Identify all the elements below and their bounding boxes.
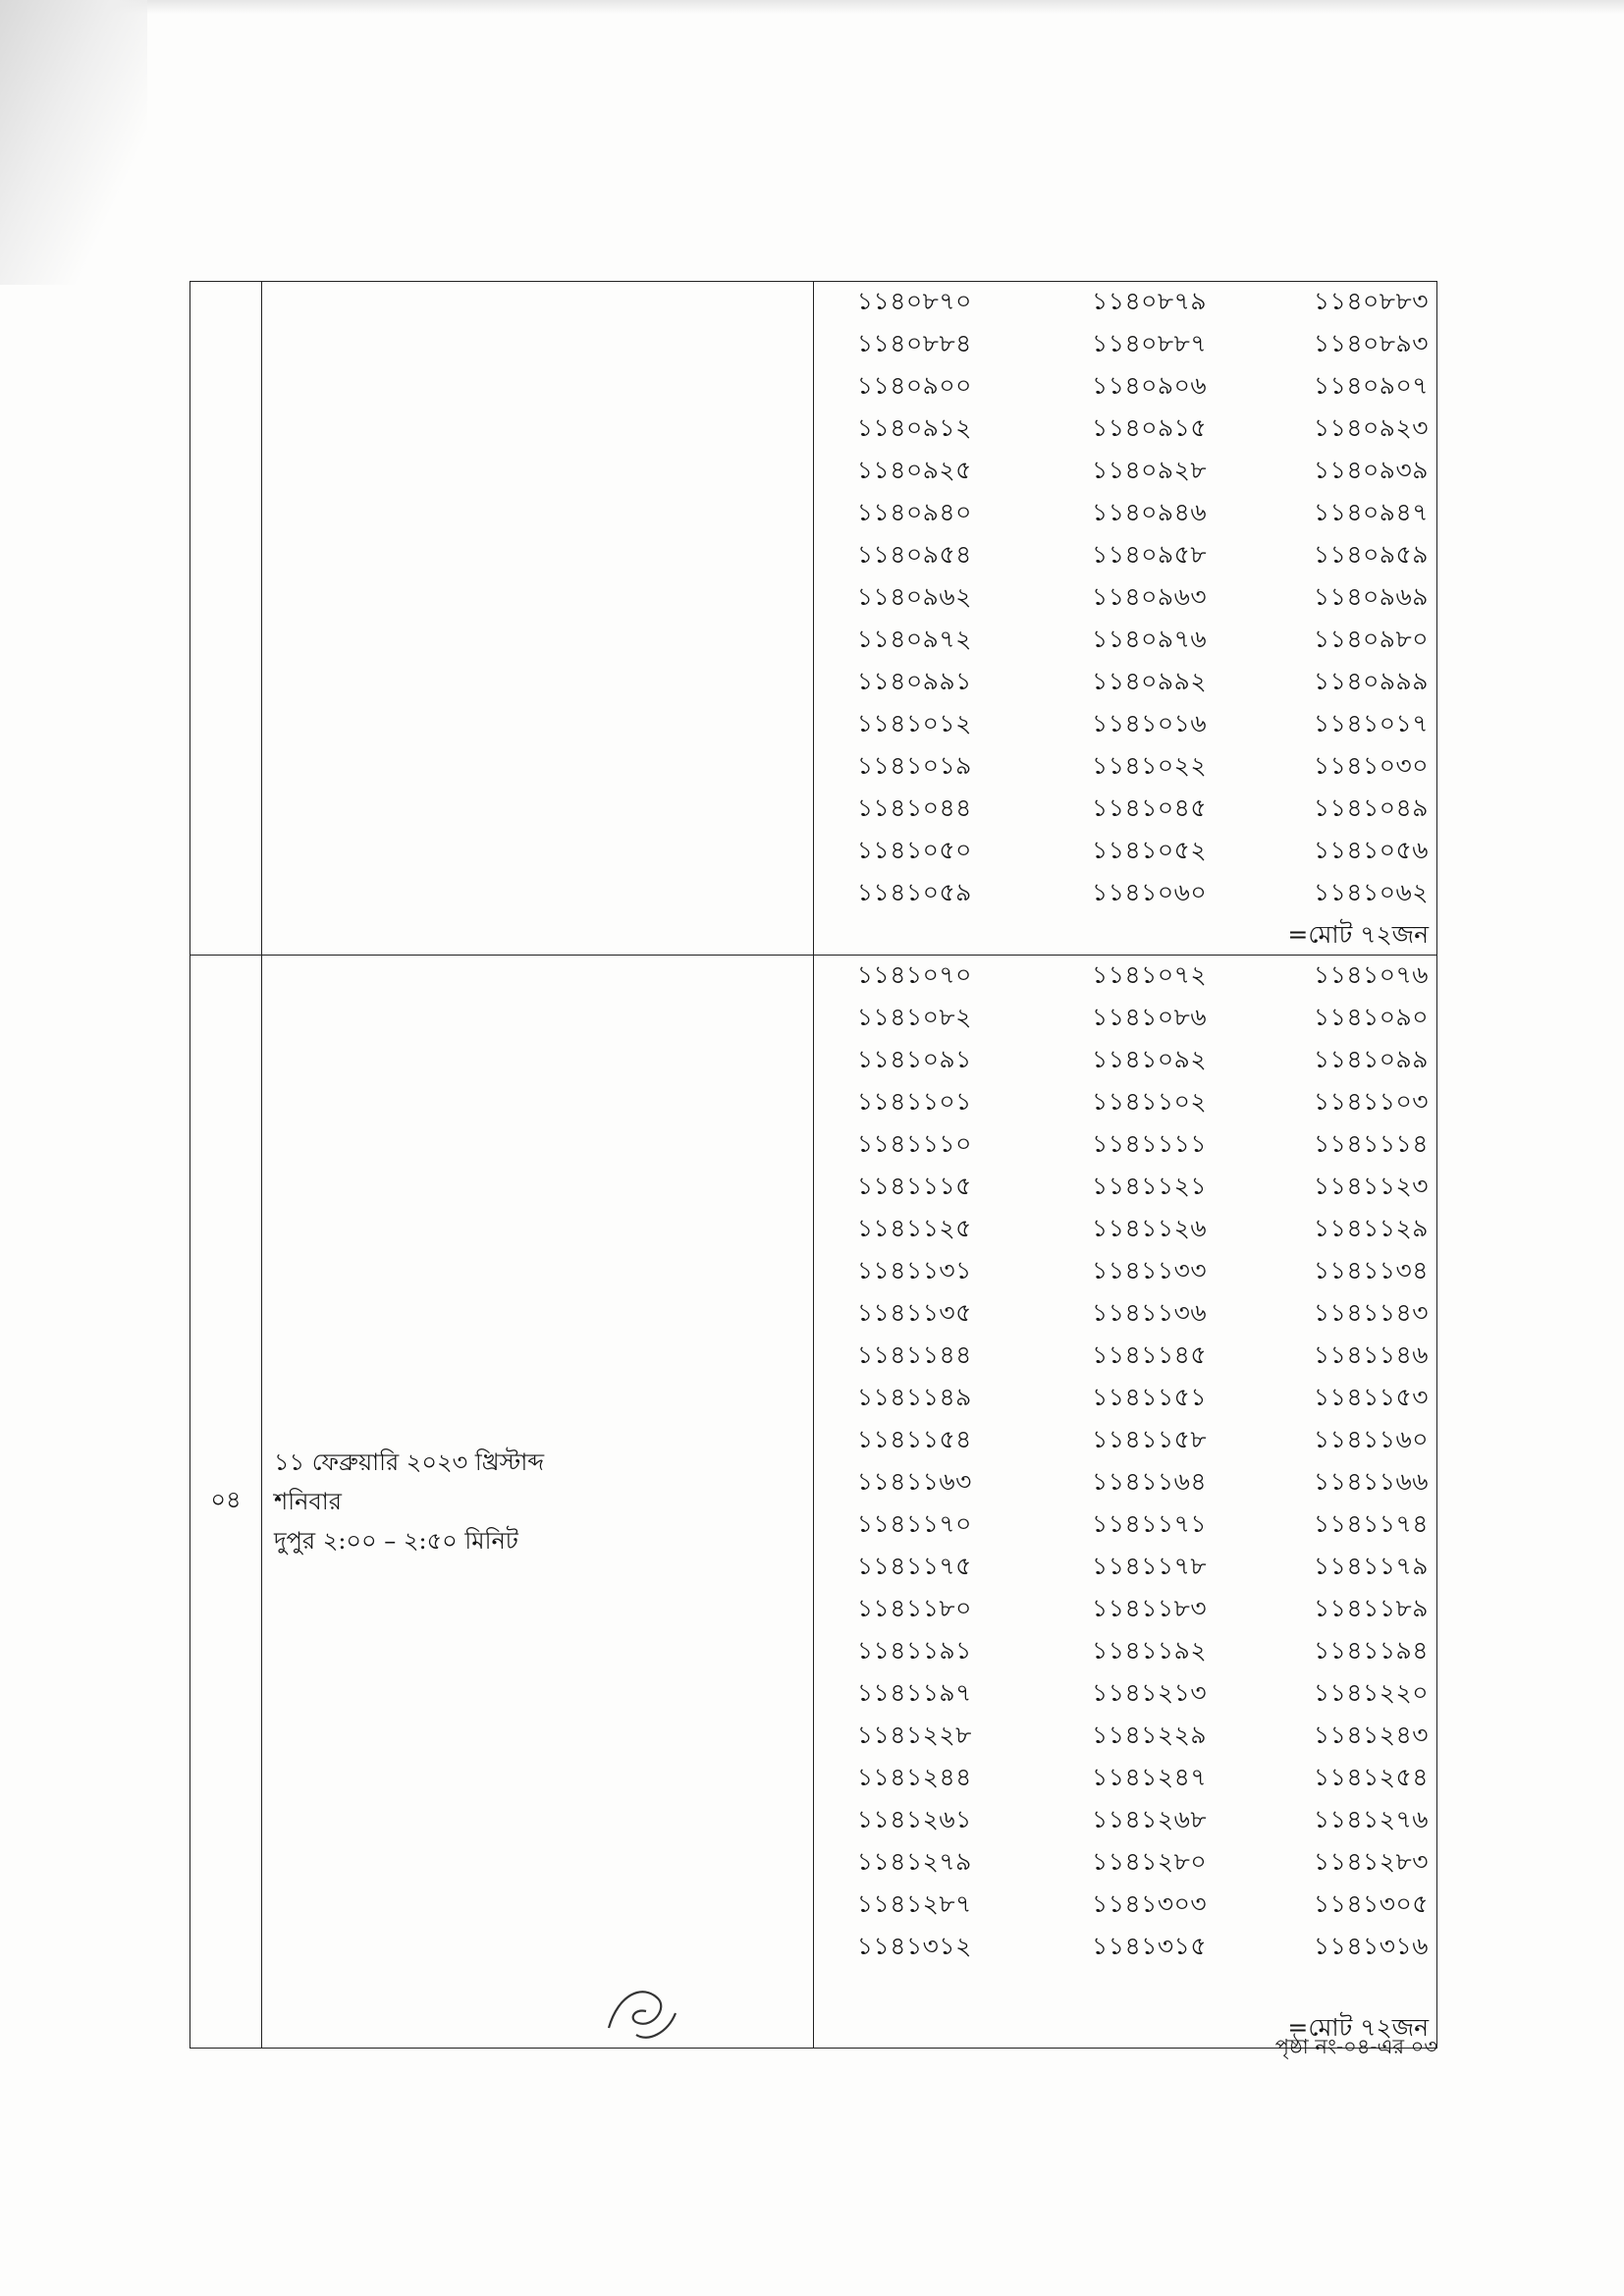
roll-number: ১১৪১০৬২	[1313, 878, 1429, 906]
roll-row	[814, 956, 1436, 998]
roll-number: ১১৪১১৫৩	[1313, 1383, 1429, 1411]
roll-number: ১১৪১০৫২	[1092, 836, 1208, 864]
roll-number: ১১৪০৯৪৭	[1313, 498, 1429, 526]
roll-number: ১১৪১০৭০	[856, 960, 972, 989]
roll-number: ১১৪১২৮৭	[856, 1889, 972, 1918]
roll-number: ১১৪১২৪৩	[1313, 1721, 1429, 1749]
roll-row	[814, 366, 1436, 409]
exam-time-cell	[262, 282, 814, 956]
roll-number: ১১৪১১৪৪	[856, 1340, 972, 1369]
roll-row	[814, 451, 1436, 493]
exam-day: শনিবার	[274, 1488, 342, 1515]
roll-row	[814, 1758, 1436, 1800]
roll-number: ১১৪০৮৮৩	[1313, 287, 1429, 315]
roll-number: ১১৪০৮৭০	[856, 287, 972, 315]
roll-row	[814, 1167, 1436, 1209]
roll-number: ১১৪১১৬০	[1313, 1425, 1429, 1453]
roll-row	[814, 324, 1436, 366]
roll-number-grid	[814, 956, 1436, 1969]
roll-number: ১১৪১২৮৩	[1313, 1847, 1429, 1876]
roll-number: ১১৪১১২৯	[1313, 1214, 1429, 1242]
roll-number: ১১৪১১৭১	[1092, 1509, 1208, 1538]
roll-number: ১১৪১১৭০	[856, 1509, 972, 1538]
roll-number: ১১৪১১৪৩	[1313, 1298, 1429, 1327]
roll-number: ১১৪০৯৮০	[1313, 625, 1429, 653]
roll-number: ১১৪১১৭৫	[856, 1552, 972, 1580]
roll-number: ১১৪১১৭৮	[1092, 1552, 1208, 1580]
roll-number: ১১৪১২৭৬	[1313, 1805, 1429, 1833]
roll-number: ১১৪১৩১২	[856, 1932, 972, 1960]
roll-number: ১১৪১০৪৫	[1092, 793, 1208, 822]
roll-number: ১১৪০৯২৩	[1313, 413, 1429, 442]
roll-row	[814, 282, 1436, 324]
roll-number: ১১৪১০৯১	[856, 1045, 972, 1073]
roll-number: ১১৪১১৮৩	[1092, 1594, 1208, 1622]
roll-number: ১১৪১১৩১	[856, 1256, 972, 1285]
blank-gap	[814, 1969, 1436, 2008]
page-number: পৃষ্ঠা নং-০৪-এর ০৩	[1274, 2035, 1437, 2058]
roll-row	[814, 1040, 1436, 1082]
roll-number: ১১৪১০২২	[1091, 751, 1208, 780]
roll-number: ১১৪০৯০৭	[1313, 371, 1429, 400]
roll-number: ১১৪১১৯১	[856, 1636, 972, 1665]
roll-number: ১১৪১০৪৯	[1313, 793, 1429, 822]
roll-number: ১১৪১২৬৮	[1092, 1805, 1208, 1833]
roll-number: ১১৪১১৬৪	[1092, 1467, 1208, 1496]
roll-number-grid	[814, 282, 1436, 915]
roll-row	[814, 1336, 1436, 1378]
roll-number: ১১৪১১৫৮	[1092, 1425, 1208, 1453]
roll-number: ১১৪১১১৪	[1313, 1129, 1429, 1158]
roll-number: ১১৪১০৫৯	[856, 878, 972, 906]
roll-number: ১১৪০৯১২	[856, 413, 972, 442]
roll-number: ১১৪০৯০৬	[1091, 371, 1208, 400]
roll-number: ১১৪০৯৯২	[1092, 667, 1208, 695]
roll-number: ১১৪১১৮৯	[1313, 1594, 1429, 1622]
roll-row	[814, 662, 1436, 704]
roll-number: ১১৪১১৬৬	[1313, 1467, 1429, 1496]
roll-number: ১১৪০৯৬২	[856, 582, 972, 611]
roll-number: ১১৪১০৫৬	[1313, 836, 1429, 864]
roll-number: ১১৪১১৯৪	[1313, 1636, 1429, 1665]
roll-number: ১১৪১১৫১	[1092, 1383, 1208, 1411]
roll-numbers-cell	[814, 282, 1437, 956]
roll-number: ১১৪১২৮০	[1092, 1847, 1208, 1876]
roll-number: ১১৪১১৯৭	[856, 1678, 972, 1707]
roll-number: ১১৪১২৪৪	[856, 1763, 972, 1791]
roll-number: ১১৪০৯৪৬	[1092, 498, 1208, 526]
roll-number: ১১৪১০১৭	[1313, 709, 1429, 738]
roll-number: ১১৪১১২৩	[1313, 1172, 1429, 1200]
roll-row	[814, 1378, 1436, 1420]
roll-row	[814, 409, 1436, 451]
roll-number: ১১৪১২১৩	[1092, 1678, 1208, 1707]
roll-row	[814, 1251, 1436, 1293]
roll-number: ১১৪১২৭৯	[856, 1847, 972, 1876]
roll-row	[814, 535, 1436, 577]
roll-number: ১১৪১১৫৪	[856, 1425, 972, 1453]
roll-number: ১১৪১১৯২	[1092, 1636, 1208, 1665]
roll-number: ১১৪১০৬০	[1091, 878, 1208, 906]
roll-number: ১১৪০৯৯১	[856, 667, 972, 695]
roll-number: ১১৪০৯৫৮	[1092, 540, 1208, 569]
roll-number: ১১৪০৯২৮	[1092, 456, 1208, 484]
roll-number: ১১৪০৯৪০	[856, 498, 972, 526]
roll-number: ১১৪১০৭২	[1091, 960, 1208, 989]
roll-number: ১১৪১৩১৫	[1092, 1932, 1208, 1960]
scan-fold-corner	[0, 0, 147, 285]
roll-number: ১১৪১০৯০	[1313, 1003, 1429, 1031]
roll-number: ১১৪১২৬১	[856, 1805, 972, 1833]
roll-row	[814, 1842, 1436, 1885]
roll-number: ১১৪১১৭৯	[1313, 1552, 1429, 1580]
roll-number: ১১৪১০১৯	[856, 751, 972, 780]
roll-number: ১১৪১১৩৬	[1092, 1298, 1208, 1327]
roll-row	[814, 1082, 1436, 1124]
roll-number: ১১৪১১৩৩	[1092, 1256, 1208, 1285]
exam-time-cell	[262, 956, 814, 2049]
roll-row	[814, 1885, 1436, 1927]
roll-number: ১১৪১১২৫	[856, 1214, 972, 1242]
roll-row	[814, 873, 1436, 915]
roll-number: ১১৪১১১০	[856, 1129, 972, 1158]
roll-number: ১১৪১০১৬	[1092, 709, 1208, 738]
roll-number: ১১৪০৯৫৯	[1313, 540, 1429, 569]
roll-number: ১১৪১০৮২	[856, 1003, 972, 1031]
roll-row	[814, 1631, 1436, 1673]
roll-number: ১১৪১২২৯	[1092, 1721, 1208, 1749]
schedule-row-continued	[190, 282, 1437, 956]
roll-number: ১১৪০৯৯৯	[1313, 667, 1429, 695]
roll-numbers-cell	[814, 956, 1437, 2049]
roll-number: ১১৪০৯৭২	[856, 625, 972, 653]
total-count: =মোট ৭২জন	[1287, 2013, 1429, 2042]
roll-number: ১১৪১১৪৫	[1092, 1340, 1208, 1369]
roll-number: ১১৪১১০৩	[1313, 1087, 1429, 1116]
schedule-row-04	[190, 956, 1437, 2049]
exam-date: ১১ ফেব্রুয়ারি ২০২৩ খ্রিস্টাব্দ	[274, 1449, 545, 1476]
exam-time: দুপুর ২:০০ – ২:৫০ মিনিট	[274, 1527, 518, 1555]
roll-number: ১১৪০৯১৫	[1092, 413, 1208, 442]
roll-number: ১১৪১১১৫	[856, 1172, 972, 1200]
roll-number: ১১৪০৯৫৪	[856, 540, 972, 569]
roll-row	[814, 493, 1436, 535]
roll-number: ১১৪১১২৬	[1092, 1214, 1208, 1242]
serial-cell: ০৪	[190, 956, 262, 2049]
roll-row	[814, 1504, 1436, 1547]
serial-cell	[190, 282, 262, 956]
roll-row	[814, 1589, 1436, 1631]
roll-number: ১১৪১১৩৪	[1313, 1256, 1429, 1285]
roll-number: ১১৪১৩০৫	[1313, 1889, 1429, 1918]
roll-number: ১১৪০৯৬৩	[1091, 582, 1208, 611]
roll-row	[814, 1800, 1436, 1842]
roll-number: ১১৪১৩১৬	[1313, 1932, 1429, 1960]
roll-row	[814, 1209, 1436, 1251]
roll-number: ১১৪১১৪৯	[856, 1383, 972, 1411]
exam-schedule-table	[189, 281, 1437, 2049]
roll-row	[814, 1673, 1436, 1716]
roll-number: ১১৪১১৩৫	[856, 1298, 972, 1327]
total-count: =মোট ৭২জন	[1287, 920, 1429, 949]
roll-row	[814, 998, 1436, 1040]
roll-row	[814, 789, 1436, 831]
roll-number: ১১৪১২৪৭	[1092, 1763, 1208, 1791]
roll-number: ১১৪১১০২	[1092, 1087, 1208, 1116]
roll-number: ১১৪১০৭৬	[1313, 960, 1429, 989]
roll-number: ১১৪১১৭৪	[1313, 1509, 1429, 1538]
scan-shadow-top	[0, 0, 1624, 14]
roll-row	[814, 831, 1436, 873]
roll-row	[814, 1547, 1436, 1589]
roll-number: ১১৪১০৯৯	[1313, 1045, 1429, 1073]
roll-number: ১১৪০৯০০	[856, 371, 972, 400]
roll-row	[814, 620, 1436, 662]
roll-number: ১১৪১০৪৪	[856, 793, 972, 822]
roll-number: ১১৪১১৬৩	[856, 1467, 972, 1496]
roll-number: ১১৪১২২০	[1313, 1678, 1429, 1707]
roll-number: ১১৪১৩০৩	[1091, 1889, 1208, 1918]
roll-number: ১১৪১০১২	[856, 709, 972, 738]
roll-number: ১১৪১১১১	[1092, 1129, 1208, 1158]
roll-number: ১১৪১০৩০	[1313, 751, 1429, 780]
roll-number: ১১৪১১৪৬	[1313, 1340, 1429, 1369]
roll-number: ১১৪০৮৮৭	[1092, 329, 1208, 357]
roll-number: ১১৪১০৯২	[1092, 1045, 1208, 1073]
roll-row	[814, 1716, 1436, 1758]
roll-row	[814, 577, 1436, 620]
roll-row	[814, 746, 1436, 789]
roll-number: ১১৪১২২৮	[856, 1721, 972, 1749]
roll-number: ১১৪১১২১	[1092, 1172, 1208, 1200]
initial-signature	[599, 1974, 687, 2052]
roll-row	[814, 1462, 1436, 1504]
roll-number: ১১৪০৮৭৯	[1092, 287, 1208, 315]
roll-number: ১১৪১০৮৬	[1092, 1003, 1208, 1031]
roll-number: ১১৪১০৫০	[856, 836, 972, 864]
roll-number: ১১৪০৮৯৩	[1313, 329, 1429, 357]
roll-number: ১১৪০৯৬৯	[1313, 582, 1429, 611]
roll-number: ১১৪০৯৩৯	[1313, 456, 1429, 484]
roll-row	[814, 1124, 1436, 1167]
roll-number: ১১৪১২৫৪	[1313, 1763, 1429, 1791]
roll-number: ১১৪০৯৭৬	[1091, 625, 1208, 653]
roll-row	[814, 1420, 1436, 1462]
roll-row	[814, 1293, 1436, 1336]
roll-number: ১১৪০৮৮৪	[856, 329, 972, 357]
roll-number: ১১৪০৯২৫	[856, 456, 972, 484]
roll-row	[814, 704, 1436, 746]
roll-number: ১১৪১১৮০	[856, 1594, 972, 1622]
roll-number: ১১৪১১০১	[856, 1087, 972, 1116]
roll-row	[814, 1927, 1436, 1969]
